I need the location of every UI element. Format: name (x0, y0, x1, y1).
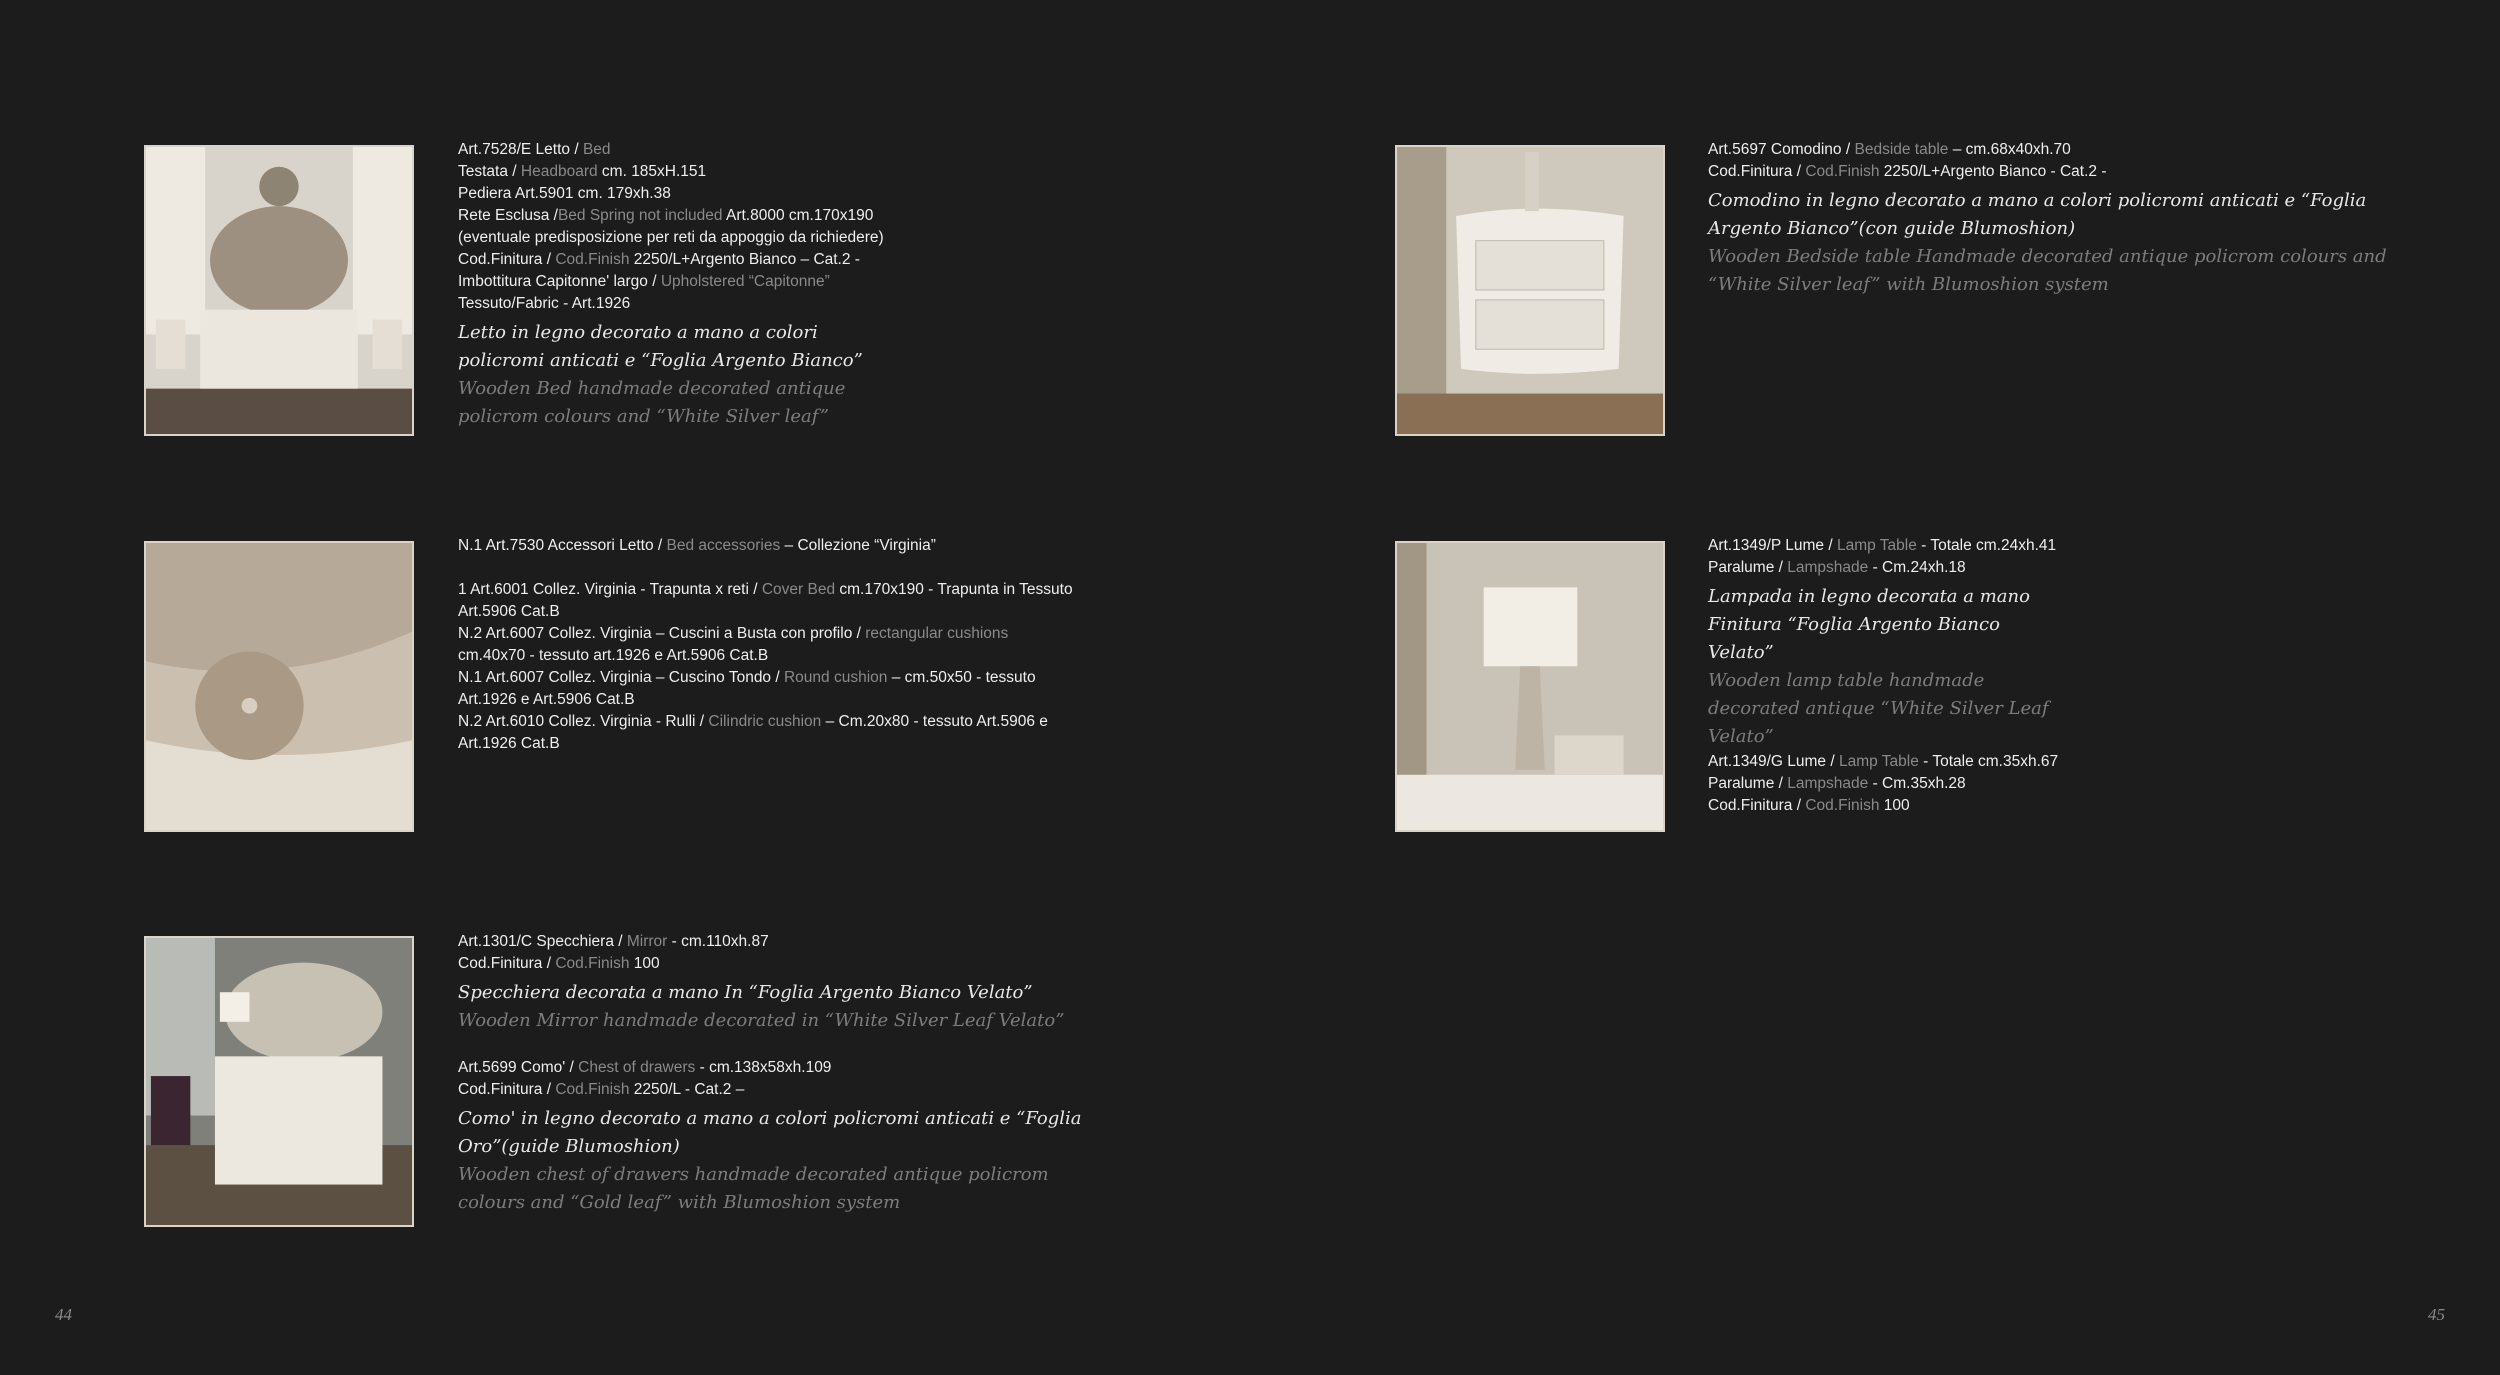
bed-line (458, 293, 884, 315)
chest-line-part: Cod.Finish (555, 1081, 630, 1098)
bed-line-part: Testata / (458, 163, 521, 180)
lamp-line-part: Art.1349/G Lume / (1708, 753, 1839, 770)
accessories-line-part: Bed accessories (666, 537, 781, 554)
lamp-line (1708, 751, 2058, 773)
lamp-line-part: Lampshade (1787, 559, 1869, 576)
lamp-line (1708, 773, 2058, 795)
lamp-line-part: Lampshade (1787, 775, 1869, 792)
bedside-table-italian: Comodino in legno decorato a mano a colori policromi anticati e “Foglia Argento Bianco”(con guide Blumoshion) (1708, 190, 2367, 239)
accessories-line (458, 645, 1073, 667)
bed-line-part: Art.8000 cm.170x190 (722, 207, 874, 224)
bedside-table-english: Wooden Bedside table Handmade decorated antique policrom colours and “White Silver leaf” with Blumoshion system (1708, 246, 2387, 295)
lamp-english: Wooden lamp table handmade decorated antique “White Silver Leaf Velato” (1708, 670, 2049, 747)
accessories-line-part: Cilindric cushion (708, 713, 822, 730)
chest-line-part: - cm.138x58xh.109 (695, 1059, 832, 1076)
accessories-line-part: 1 Art.6001 Collez. Virginia - Trapunta x reti / (458, 581, 762, 598)
accessories-line (458, 601, 1073, 623)
bed-english: Wooden Bed handmade decorated antique policrom colours and “White Silver leaf” (458, 378, 846, 427)
lamp-line (1708, 535, 2058, 557)
bedside-line-part: Cod.Finitura / (1708, 163, 1806, 180)
accessories-line-part: Art.1926 Cat.B (458, 735, 560, 752)
accessories-line-part: Art.1926 e Art.5906 Cat.B (458, 691, 635, 708)
chest-line (458, 1057, 1118, 1079)
lamp-line-part: Paralume / (1708, 559, 1788, 576)
bed-line-part: Cod.Finitura / (458, 251, 556, 268)
accessories-line-part: – Cm.20x80 - tessuto Art.5906 e (821, 713, 1048, 730)
accessories-line (458, 667, 1073, 689)
accessories-line-part: Cover Bed (761, 581, 836, 598)
mirror-english: Wooden Mirror handmade decorated in “White Silver Leaf Velato” (458, 1010, 1065, 1031)
accessories-line (458, 733, 1073, 755)
bed-line-part: Art.7528/E Letto / (458, 141, 583, 158)
bedside-line-part: 2250/L+Argento Bianco - Cat.2 - (1879, 163, 2107, 180)
bed-line-part: Upholstered “Capitonne” (660, 273, 830, 290)
bed-line (458, 205, 884, 227)
chest-line-part: Chest of drawers (578, 1059, 696, 1076)
mirror-line-part: Cod.Finitura / (458, 955, 556, 972)
accessories-line (458, 689, 1073, 711)
accessories-line-part: cm.170x190 - Trapunta in Tessuto (835, 581, 1073, 598)
chest-line-part: Cod.Finitura / (458, 1081, 556, 1098)
accessories-line-part: Art.5906 Cat.B (458, 603, 560, 620)
lamp-table-text (1708, 535, 2058, 817)
bedside-line-part: Cod.Finish (1805, 163, 1880, 180)
accessories-line-part: Round cushion (783, 669, 888, 686)
chest-italian: Como' in legno decorato a mano a colori policromi anticati e “Foglia Oro”(guide Blumoshion) (458, 1108, 1082, 1157)
lamp-line-part: 100 (1879, 797, 1910, 814)
bed-photo (144, 145, 414, 436)
lamp-line-part: - Cm.24xh.18 (1868, 559, 1966, 576)
accessories-line-part: N.2 Art.6007 Collez. Virginia – Cuscini a Busta con profilo / (458, 625, 866, 642)
lamp-table-photo (1395, 541, 1665, 832)
mirror-line-part: 100 (629, 955, 660, 972)
bedside-table-text (1708, 139, 2388, 299)
bed-accessories-text (458, 535, 1073, 755)
mirror-line (458, 953, 1118, 975)
bedside-line-part: – cm.68x40xh.70 (1948, 141, 2071, 158)
bed-line-part: (eventuale predisposizione per reti da appoggio da richiedere) (458, 229, 884, 246)
accessories-line-part: – Collezione “Virginia” (780, 537, 936, 554)
mirror-line-part: - cm.110xh.87 (667, 933, 769, 950)
mirror-line-part: Cod.Finish (555, 955, 630, 972)
lamp-line-part: - Totale cm.35xh.67 (1918, 753, 2059, 770)
accessories-line (458, 623, 1073, 645)
bed-line (458, 161, 884, 183)
bed-line (458, 249, 884, 271)
bed-line (458, 183, 884, 205)
bed-line-part: cm. 185xH.151 (597, 163, 707, 180)
mirror-line-part: Mirror (626, 933, 668, 950)
bed-line (458, 139, 884, 161)
lamp-line-part: Art.1349/P Lume / (1708, 537, 1837, 554)
lamp-line-part: Cod.Finitura / (1708, 797, 1806, 814)
bedside-line (1708, 139, 2388, 161)
bed-line-part: Imbottitura Capitonne' largo / (458, 273, 661, 290)
accessories-line-part: N.2 Art.6010 Collez. Virginia - Rulli / (458, 713, 709, 730)
mirror-line (458, 931, 1118, 953)
lamp-line (1708, 795, 2058, 817)
accessories-line-part: cm.40x70 - tessuto art.1926 e Art.5906 Cat.B (458, 647, 769, 664)
chest-line-part: 2250/L - Cat.2 – (629, 1081, 745, 1098)
lamp-line-part: - Totale cm.24xh.41 (1916, 537, 2057, 554)
bed-line-part: Rete Esclusa / (458, 207, 558, 224)
accessories-line (458, 579, 1073, 601)
lamp-line-part: Cod.Finish (1805, 797, 1880, 814)
lamp-italian: Lampada in legno decorata a mano Finitura “Foglia Argento Bianco Velato” (1708, 586, 2030, 663)
accessories-line-part: N.1 Art.7530 Accessori Letto / (458, 537, 667, 554)
page-number-right: 45 (2428, 1305, 2445, 1324)
bedside-line-part: Art.5697 Comodino / (1708, 141, 1855, 158)
accessories-line-part: N.1 Art.6007 Collez. Virginia – Cuscino Tondo / (458, 669, 784, 686)
mirror-line-part: Art.1301/C Specchiera / (458, 933, 627, 950)
bed-line-part: Tessuto/Fabric - Art.1926 (458, 295, 631, 312)
bed-line (458, 227, 884, 249)
bed-line-part: Pediera Art.5901 cm. 179xh.38 (458, 185, 671, 202)
chest-english: Wooden chest of drawers handmade decorated antique policrom colours and “Gold leaf” with Blumoshion system (458, 1164, 1049, 1213)
lamp-line-part: Paralume / (1708, 775, 1788, 792)
mirror-italian: Specchiera decorata a mano In “Foglia Argento Bianco Velato” (458, 982, 1033, 1003)
page-number-left: 44 (55, 1305, 72, 1324)
chest-line-part: Art.5699 Como' / (458, 1059, 579, 1076)
mirror-chest-photo (144, 936, 414, 1227)
bed-line (458, 271, 884, 293)
accessories-line-part: – cm.50x50 - tessuto (887, 669, 1036, 686)
mirror-chest-text (458, 931, 1118, 1217)
bed-line-part: Cod.Finish (555, 251, 630, 268)
chest-line (458, 1079, 1118, 1101)
bed-text (458, 139, 884, 431)
accessories-line (458, 711, 1073, 733)
bedside-line-part: Bedside table (1854, 141, 1949, 158)
bedside-table-photo (1395, 145, 1665, 436)
lamp-line-part: Lamp Table (1838, 753, 1919, 770)
lamp-line-part: Lamp Table (1836, 537, 1917, 554)
bed-line-part: 2250/L+Argento Bianco – Cat.2 - (629, 251, 860, 268)
accessories-line (458, 535, 1073, 557)
bed-italian: Letto in legno decorato a mano a colori policromi anticati e “Foglia Argento Bianco” (458, 322, 863, 371)
bed-accessories-photo (144, 541, 414, 832)
accessories-line-part: rectangular cushions (865, 625, 1009, 642)
bed-line-part: Bed (582, 141, 611, 158)
lamp-line-part: - Cm.35xh.28 (1868, 775, 1966, 792)
bed-line-part: Headboard (520, 163, 598, 180)
bed-line-part: Bed Spring not included (557, 207, 723, 224)
lamp-line (1708, 557, 2058, 579)
bedside-line (1708, 161, 2388, 183)
